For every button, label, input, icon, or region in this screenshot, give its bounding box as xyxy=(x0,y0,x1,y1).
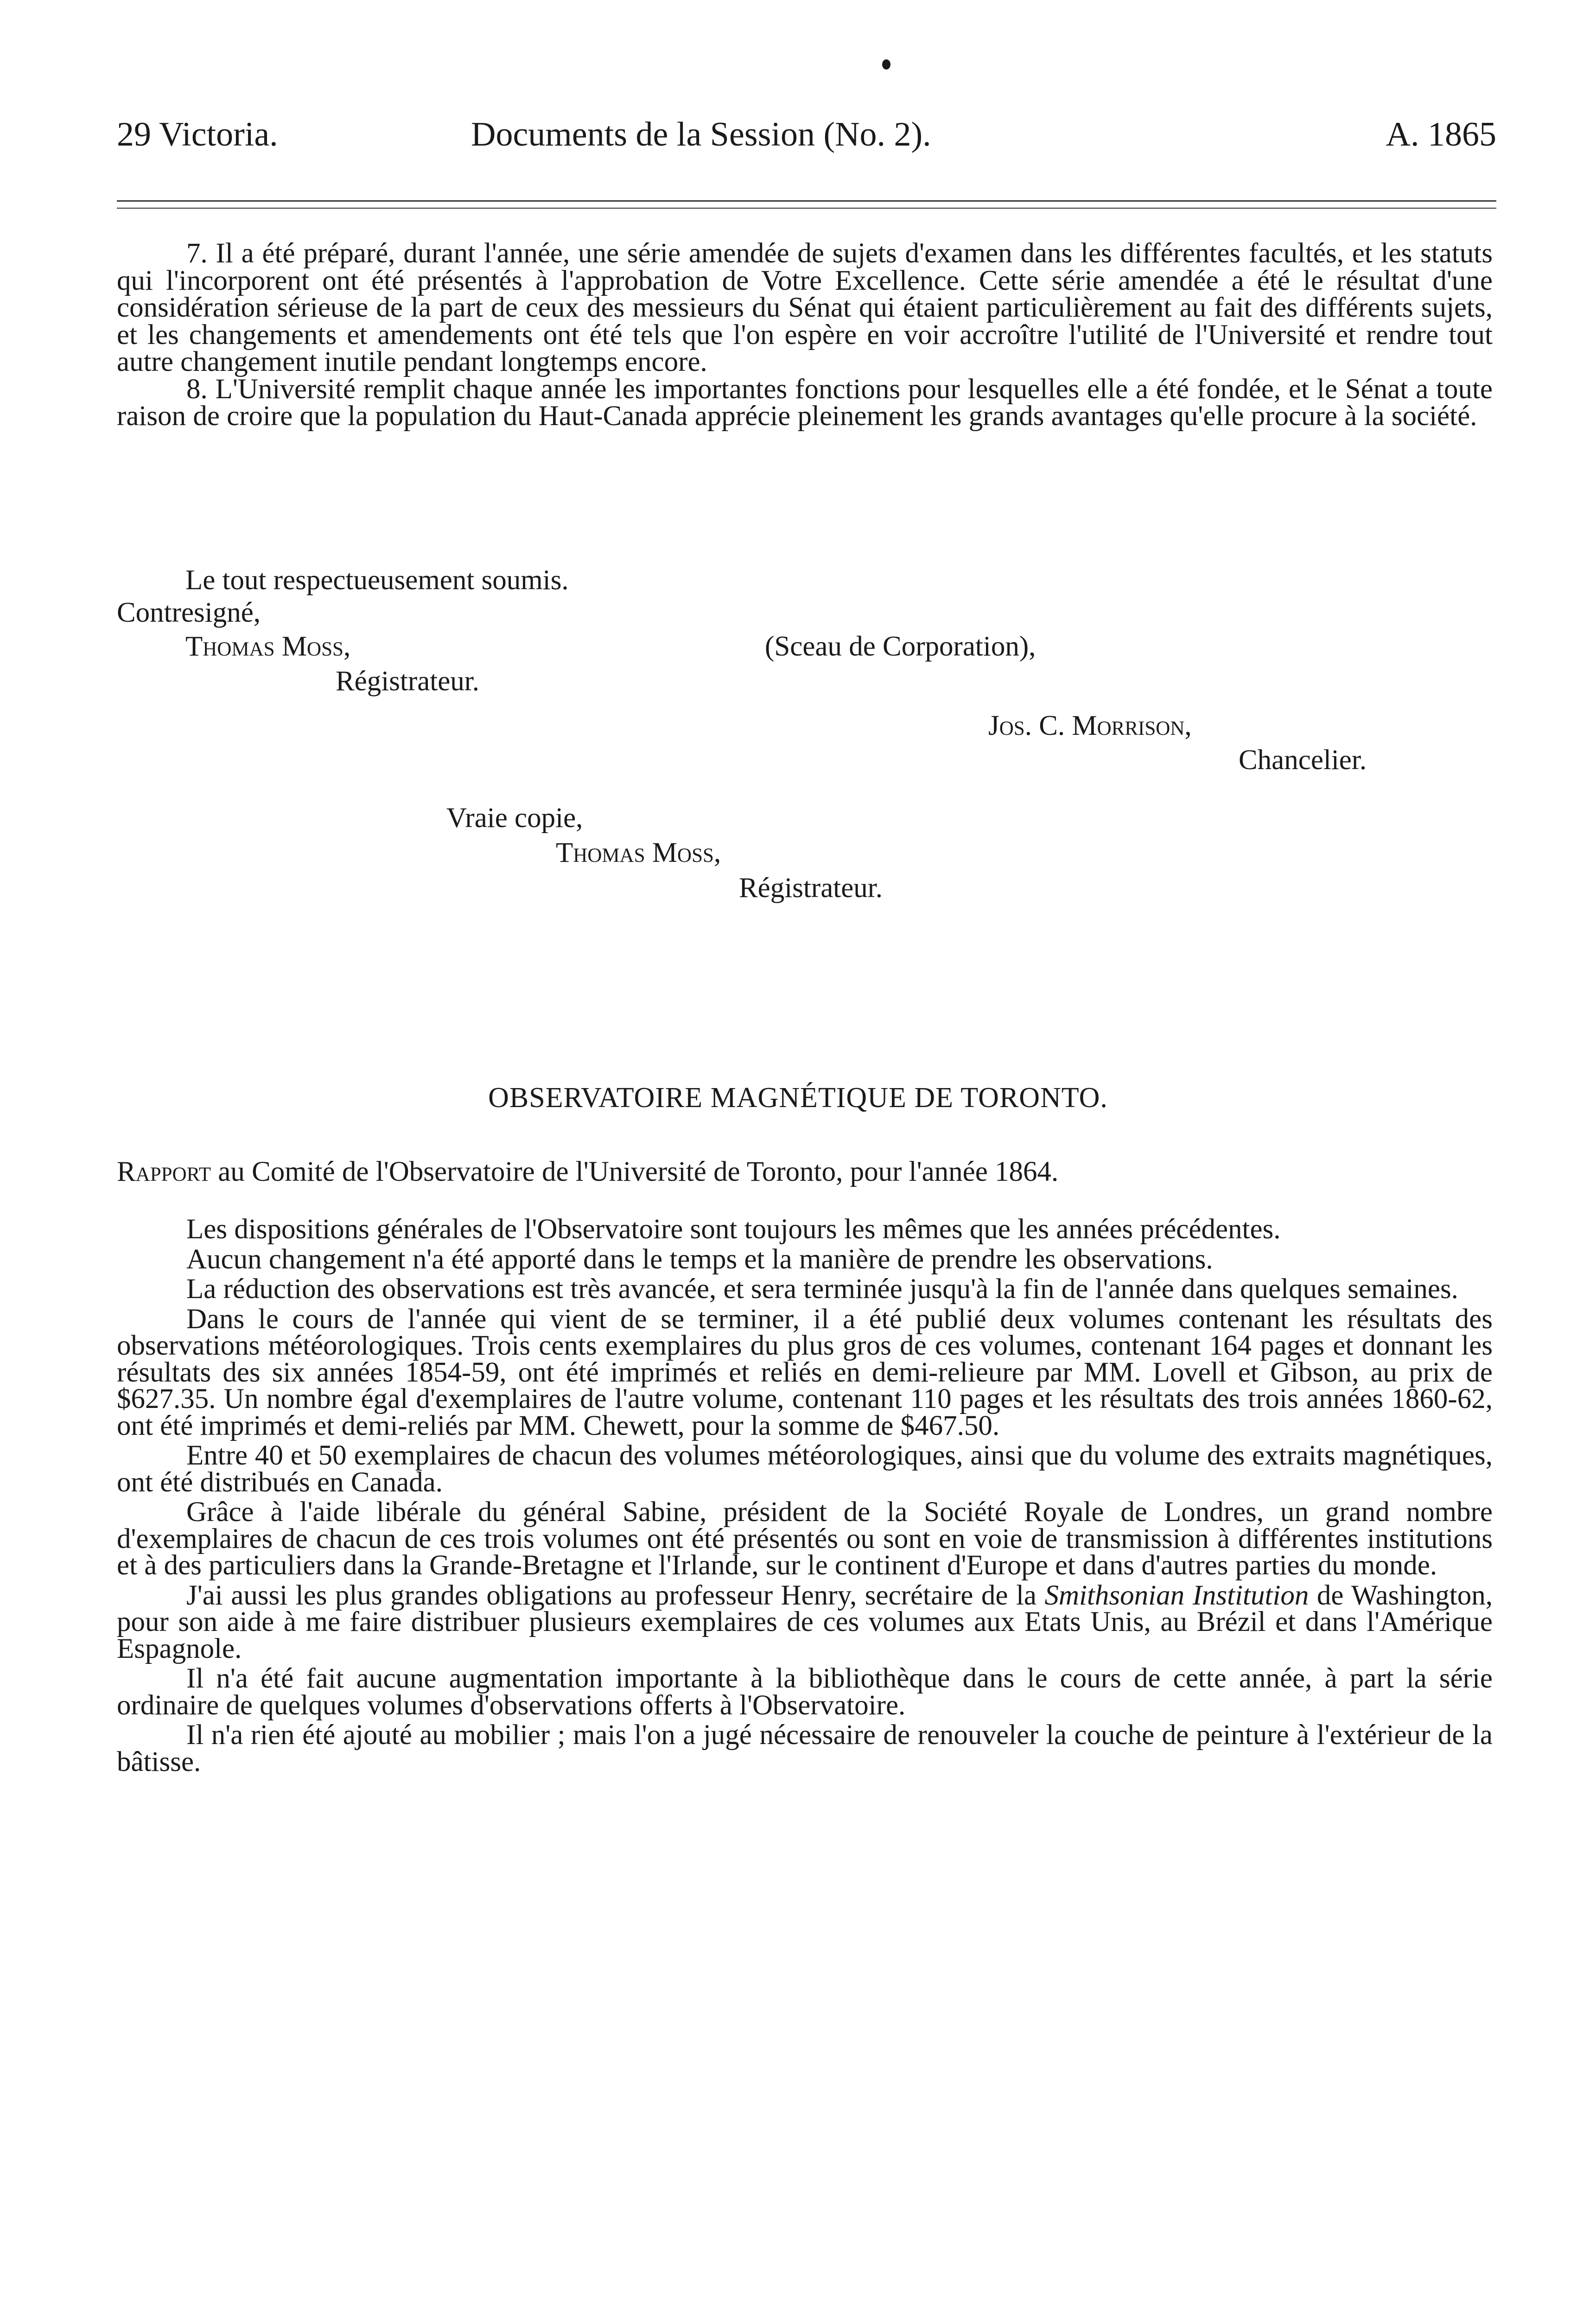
registrar-name: Thomas Moss, xyxy=(185,631,351,662)
paragraph-reduction: La réduction des observations est très avancée, et sera terminée jusqu'à la fin de l'année dans quelques semaines. xyxy=(186,1274,1458,1305)
paragraph-distribution: Entre 40 et 50 exemplaires de chacun des volumes météorologiques, ainsi que du volume des extraits magnétiques, ont été distribués en Canada. xyxy=(117,1440,1493,1498)
true-copy-label: Vraie copie, xyxy=(446,802,583,834)
report-subtitle-text: au Comité de l'Observatoire de l'Université de Toronto, pour l'année 1864. xyxy=(211,1156,1059,1187)
corporation-seal: (Sceau de Corporation), xyxy=(765,631,1036,662)
paragraph-7: 7. Il a été préparé, durant l'année, une série amendée de sujets d'examen dans les différentes facultés, et les statuts qui l'incorporent ont été présentés à l'approbation de Votre Excellence. Cette série amendée a été le résultat d'une considération sérieuse de la part de ceux des messieurs du Sénat qui étaient particulièrement au fait des différents sujets, et les changements et amendements ont été tels que l'on espère en voir accroître l'utilité de l'Université et rendre tout autre changement inutile pendant longtemps encore. xyxy=(117,238,1493,377)
chancellor-title: Chancelier. xyxy=(1239,745,1367,776)
chancellor-name: Jos. C. Morrison, xyxy=(988,710,1192,741)
header-volume: 29 Victoria. xyxy=(117,115,278,153)
report-subtitle xyxy=(117,1155,1493,1189)
running-header xyxy=(117,107,1496,162)
paragraph-8: 8. L'Université remplit chaque année les importantes fonctions pour lesquelles elle a été fondée, et le Sénat a toute raison de croire que la population du Haut-Canada apprécie pleinement les grands avantages qu'elle procure à la société. xyxy=(117,373,1493,432)
countersigned-label: Contresigné, xyxy=(117,597,261,628)
closing-line: Le tout respectueusement soumis. xyxy=(185,565,569,596)
paragraph-sabine: Grâce à l'aide libérale du général Sabine, président de la Société Royale de Londres, un grand nombre d'exemplaires de chacun de ces trois volumes ont été présentés ou sont en voie de transmission à différentes institutions et à des particuliers dans la Grande-Bretagne et l'Irlande, sur le continent d'Europe et dans d'autres parties du monde. xyxy=(117,1497,1493,1581)
header-rule-thin xyxy=(117,208,1496,209)
henry-text-b: de Washington, pour son aide à me faire distribuer plusieurs exemplaires de ces volumes aux Etats Unis, au Brézil et dans l'Amérique Espagnole. xyxy=(117,1579,1493,1664)
paragraph-volumes: Dans le cours de l'année qui vient de se terminer, il a été publié deux volumes contenant les résultats des observations météorologiques. Trois cents exemplaires du plus gros de ces volumes, contenant 164 pages et donnant les résultats des six années 1854-59, ont été imprimés et reliés en demi-relieure par MM. Lovell et Gibson, au prix de $627.35. Un nombre égal d'exemplaires de l'autre volume, contenant 110 pages et les résultats des trois années 1860-62, ont été imprimés et demi-reliés par MM. Chewett, pour la somme de $467.50. xyxy=(117,1303,1493,1441)
report-lead: Rapport xyxy=(117,1156,211,1187)
paragraph-no-change: Aucun changement n'a été apporté dans le temps et la manière de prendre les observations. xyxy=(186,1243,1213,1275)
report-paragraphs xyxy=(117,240,1493,430)
henry-text-a: J'ai aussi les plus grandes obligations au professeur Henry, secrétaire de la xyxy=(186,1579,1045,1611)
copy-registrar-title: Régistrateur. xyxy=(739,872,883,904)
observatory-report-paragraphs xyxy=(117,1216,1493,1775)
paragraph-furniture: Il n'a rien été ajouté au mobilier ; mais l'on a jugé nécessaire de renouveler la couche de peinture à l'extérieur de la bâtisse. xyxy=(117,1719,1493,1777)
section-heading: OBSERVATOIRE MAGNÉTIQUE DE TORONTO. xyxy=(488,1082,1108,1114)
paragraph-arrangements: Les dispositions générales de l'Observatoire sont toujours les mêmes que les années précédentes. xyxy=(186,1214,1281,1245)
paragraph-library: Il n'a été fait aucune augmentation importante à la bibliothèque dans le cours de cette année, à part la série ordinaire de quelques volumes d'observations offerts à l'Observatoire. xyxy=(117,1663,1493,1721)
print-mark xyxy=(882,59,890,70)
smithsonian-name: Smithsonian Institution xyxy=(1044,1579,1309,1611)
header-rule xyxy=(117,200,1496,202)
paragraph-henry xyxy=(117,1579,1493,1664)
registrar-title: Régistrateur. xyxy=(336,666,480,697)
header-title: Documents de la Session (No. 2). xyxy=(471,115,931,153)
header-year: A. 1865 xyxy=(1386,115,1496,153)
copy-registrar-name: Thomas Moss, xyxy=(556,837,721,868)
